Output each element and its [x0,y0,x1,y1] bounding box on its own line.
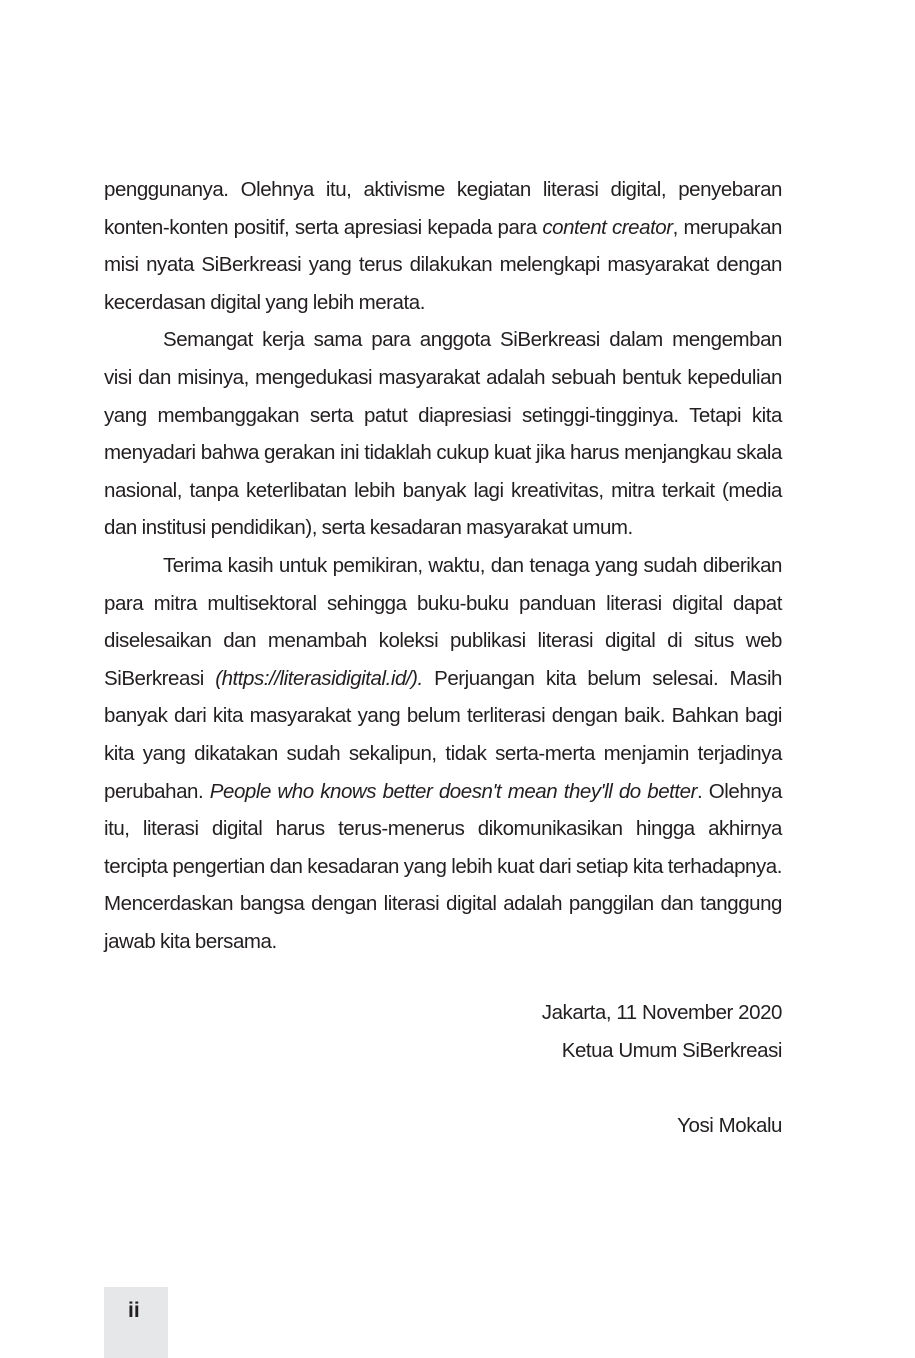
paragraph-3 [104,547,782,961]
body-text [104,171,782,960]
website-url: (https://literasidigital.id/). [215,666,423,690]
paragraph-1 [104,171,782,321]
signature-position: Ketua Umum SiBerkreasi [561,1038,782,1062]
signature-name: Yosi Mokalu [677,1113,782,1137]
signature-place-date: Jakarta, 11 November 2020 [541,1001,782,1024]
page-number-tab [104,1287,168,1358]
signature-block [542,994,782,1144]
paragraph-1-text: penggunanya. Olehnya itu, aktivisme kegiatan literasi digital, penyebaran konten-konten positif, serta apresiasi kepada para [104,178,782,239]
paragraph-2 [104,321,782,547]
paragraph-1-text-cont: , merupakan misi nyata SiBerkreasi yang terus dilakukan melengkapi masyarakat dengan kecerdasan digital yang lebih merata. [104,215,782,314]
italic-quote: People who knows better doesn't mean they'll do better [209,779,697,803]
paragraph-3-text-end: . Olehnya itu, literasi digital harus terus-menerus dikomunikasikan hingga akhirnya tercipta pengertian dan kesadaran yang lebih kuat dari setiap kita terhadapnya. Mencerdaskan bangsa dengan literasi digital adalah panggilan dan tanggung jawab kita bersama. [104,779,782,953]
paragraph-3-text-cont: Perjuangan kita belum selesai. Masih banyak dari kita masyarakat yang belum terliterasi dengan baik. Bahkan bagi kita yang dikatakan sudah sekalipun, tidak serta-merta menjamin terjadinya perubahan. [104,666,782,803]
page-number: ii [128,1299,140,1322]
paragraph-3-text: Terima kasih untuk pemikiran, waktu, dan tenaga yang sudah diberikan para mitra multisektoral sehingga buku-buku panduan literasi digital dapat diselesaikan dan menambah koleksi publikasi literasi digital di situs web SiBerkreasi [104,553,782,690]
paragraph-2-text: Semangat kerja sama para anggota SiBerkreasi dalam mengemban visi dan misinya, mengedukasi masyarakat adalah sebuah bentuk kepedulian yang membanggakan serta patut diapresiasi setinggi-tingginya. Tetapi kita menyadari bahwa gerakan ini tidaklah cukup kuat jika harus menjangkau skala nasional, tanpa keterlibatan lebih banyak lagi kreativitas, mitra terkait (media dan institusi pendidikan), serta kesadaran masyarakat umum. [104,328,782,540]
paragraph-1-italic-term: content creator [542,215,673,239]
